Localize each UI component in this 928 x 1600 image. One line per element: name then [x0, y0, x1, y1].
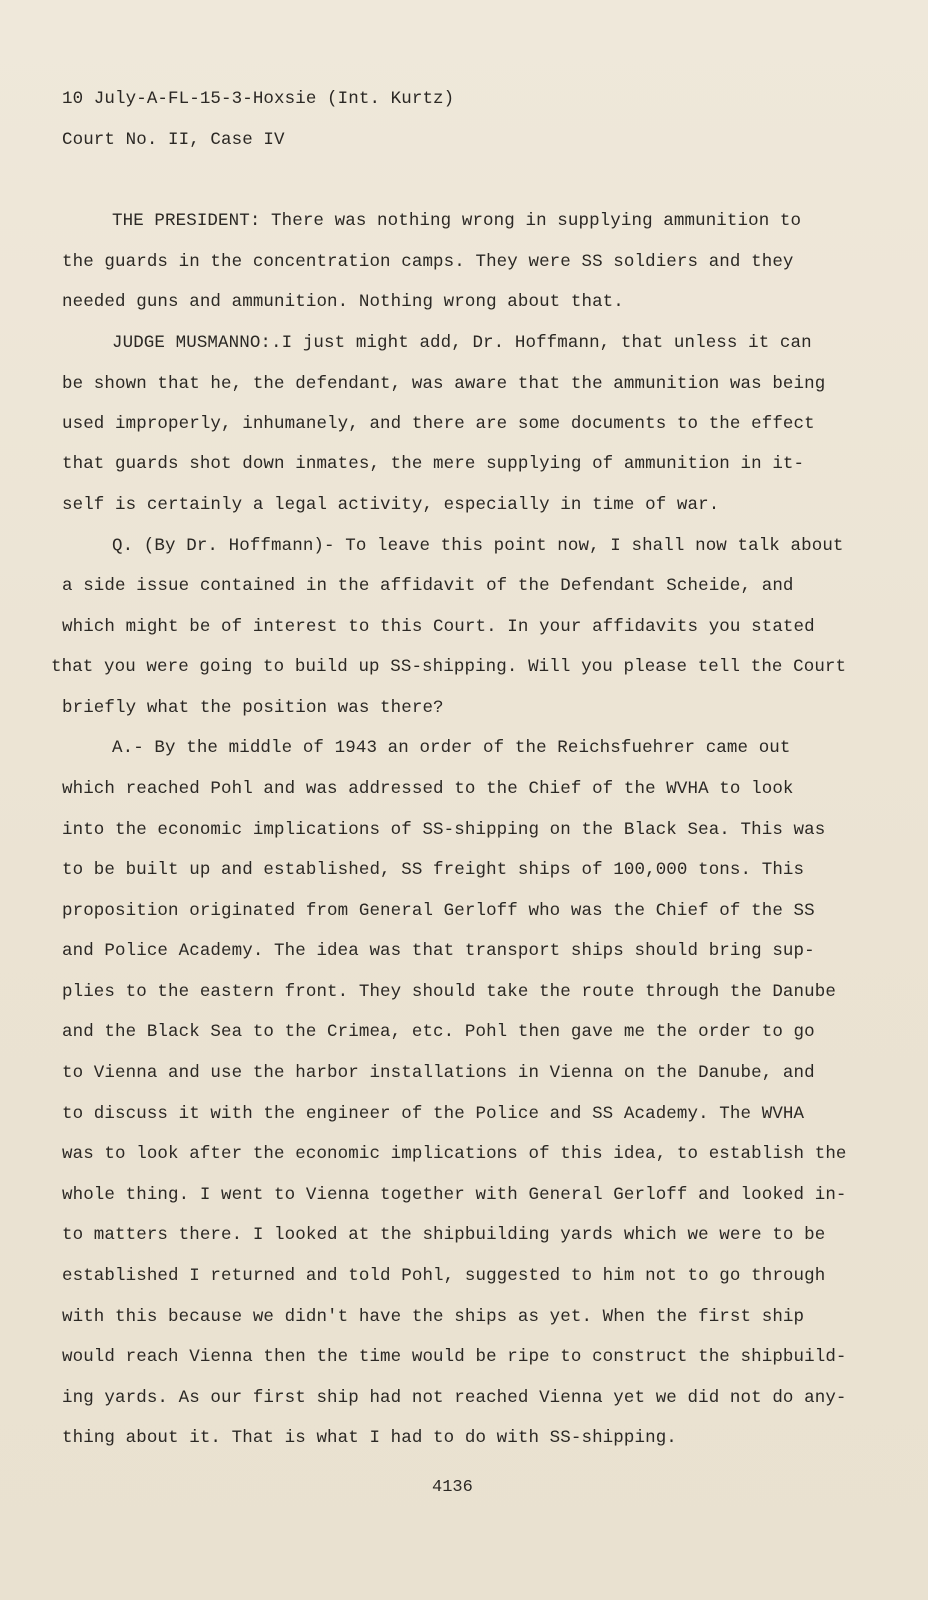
body-line: to be built up and established, SS freight ships of 100,000 tons. This: [62, 860, 805, 880]
body-line: to discuss it with the engineer of the Police and SS Academy. The WVHA: [62, 1104, 805, 1124]
body-line: A.- By the middle of 1943 an order of the Reichsfuehrer came out: [112, 738, 791, 758]
body-line: was to look after the economic implications of this idea, to establish the: [62, 1144, 847, 1164]
body-line: and Police Academy. The idea was that transport ships should bring sup-: [62, 941, 815, 961]
body-line: established I returned and told Pohl, suggested to him not to go through: [62, 1266, 826, 1286]
body-line: which reached Pohl and was addressed to the Chief of the WVHA to look: [62, 779, 794, 799]
body-line: that you were going to build up SS-shipping. Will you please tell the Court: [51, 657, 847, 677]
body-line: briefly what the position was there?: [62, 698, 444, 718]
header-court: Court No. II, Case IV: [62, 130, 285, 150]
body-line: needed guns and ammunition. Nothing wrong about that.: [62, 292, 624, 312]
header-reference: 10 July-A-FL-15-3-Hoxsie (Int. Kurtz): [62, 89, 455, 109]
body-line: into the economic implications of SS-shipping on the Black Sea. This was: [62, 820, 826, 840]
body-line: that guards shot down inmates, the mere supplying of ammunition in it-: [62, 454, 805, 474]
body-line: with this because we didn't have the ships as yet. When the first ship: [62, 1307, 805, 1327]
body-line: be shown that he, the defendant, was aware that the ammunition was being: [62, 374, 826, 394]
body-line: the guards in the concentration camps. They were SS soldiers and they: [62, 252, 794, 272]
body-line: JUDGE MUSMANNO:.I just might add, Dr. Hoffmann, that unless it can: [112, 333, 812, 353]
body-line: to matters there. I looked at the shipbuilding yards which we were to be: [62, 1225, 826, 1245]
body-line: self is certainly a legal activity, especially in time of war.: [62, 495, 720, 515]
body-line: to Vienna and use the harbor installations in Vienna on the Danube, and: [62, 1063, 815, 1083]
body-line: would reach Vienna then the time would be ripe to construct the shipbuild-: [62, 1347, 847, 1367]
body-line: which might be of interest to this Court. In your affidavits you stated: [62, 617, 815, 637]
page-number: 4136: [432, 1478, 473, 1497]
body-line: whole thing. I went to Vienna together with General Gerloff and looked in-: [62, 1185, 847, 1205]
body-line: and the Black Sea to the Crimea, etc. Pohl then gave me the order to go: [62, 1022, 815, 1042]
body-line: proposition originated from General Gerloff who was the Chief of the SS: [62, 901, 815, 921]
body-line: plies to the eastern front. They should take the route through the Danube: [62, 982, 836, 1002]
body-line: a side issue contained in the affidavit of the Defendant Scheide, and: [62, 576, 794, 596]
body-line: thing about it. That is what I had to do with SS-shipping.: [62, 1428, 677, 1448]
body-line: ing yards. As our first ship had not reached Vienna yet we did not do any-: [62, 1388, 847, 1408]
body-line: THE PRESIDENT: There was nothing wrong in supplying ammunition to: [112, 211, 802, 231]
body-line: used improperly, inhumanely, and there are some documents to the effect: [62, 414, 815, 434]
body-line: Q. (By Dr. Hoffmann)- To leave this point now, I shall now talk about: [112, 536, 844, 556]
